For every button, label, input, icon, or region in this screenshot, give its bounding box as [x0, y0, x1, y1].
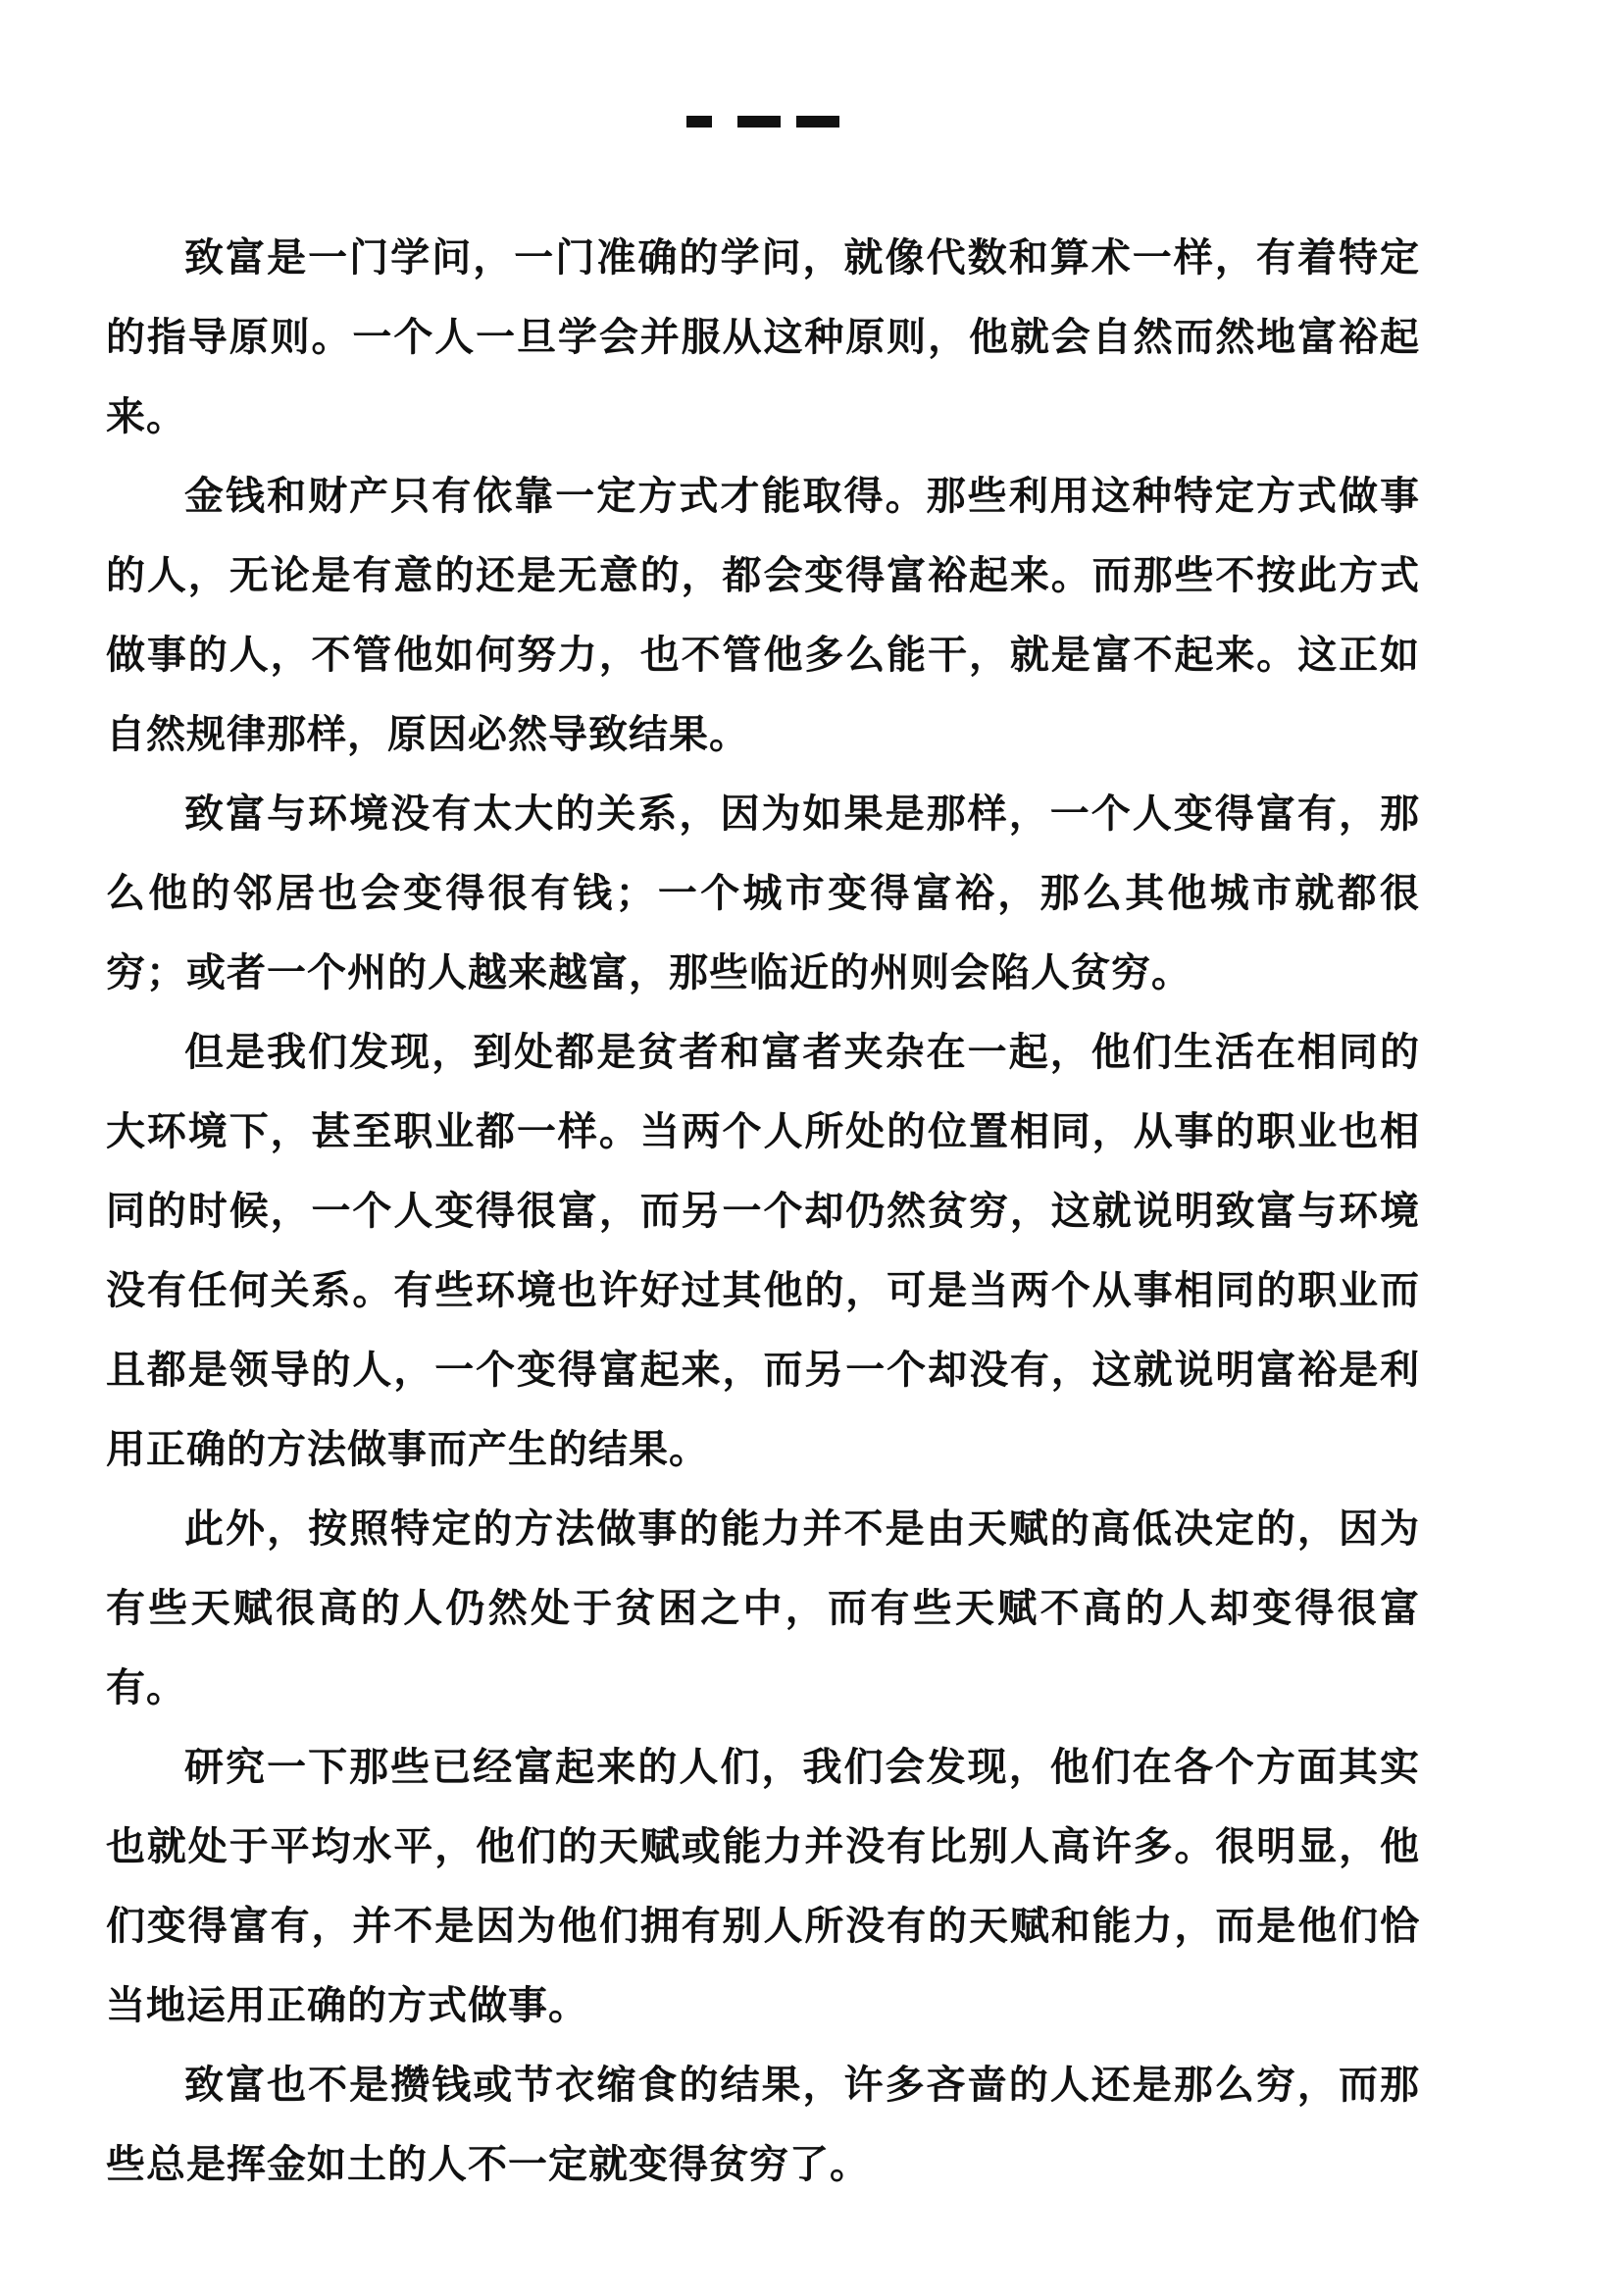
paragraph-3: 致富与环境没有太大的关系，因为如果是那样，一个人变得富有，那么他的邻居也会变得很有钱；一个城市变得富裕，那么其他城市就都很穷；或者一个州的人越来越富，那些临近的州则会陷人贫穷。 — [106, 791, 1420, 995]
body-text — [106, 218, 1420, 2204]
cropped-heading-fragment — [686, 84, 843, 128]
paragraph-2: 金钱和财产只有依靠一定方式才能取得。那些利用这种特定方式做事的人，无论是有意的还是无意的，都会变得富裕起来。而那些不按此方式做事的人，不管他如何努力，也不管他多么能干，就是富不起来。这正如自然规律那样，原因必然导致结果。 — [106, 473, 1420, 757]
paragraph-6: 研究一下那些已经富起来的人们，我们会发现，他们在各个方面其实也就处于平均水平，他们的天赋或能力并没有比别人高许多。很明显，他们变得富有，并不是因为他们拥有别人所没有的天赋和能力，而是他们恰当地运用正确的方式做事。 — [106, 1744, 1420, 2028]
paragraph-5: 此外，按照特定的方法做事的能力并不是由天赋的高低决定的，因为有些天赋很高的人仍然处于贫困之中，而有些天赋不高的人却变得很富有。 — [106, 1505, 1420, 1710]
paragraph-4: 但是我们发现，到处都是贫者和富者夹杂在一起，他们生活在相同的大环境下，甚至职业都一样。当两个人所处的位置相同，从事的职业也相同的时候，一个人变得很富，而另一个却仍然贫穷，这就说明致富与环境没有任何关系。有些环境也许好过其他的，可是当两个从事相同的职业而且都是领导的人，一个变得富起来，而另一个却没有，这就说明富裕是利用正确的方法做事而产生的结果。 — [106, 1029, 1420, 1472]
paragraph-7: 致富也不是攒钱或节衣缩食的结果，许多吝啬的人还是那么穷，而那些总是挥金如土的人不一定就变得贫穷了。 — [106, 2062, 1420, 2187]
paragraph-1: 致富是一门学问，一门准确的学问，就像代数和算术一样，有着特定的指导原则。一个人一旦学会并服从这种原则，他就会自然而然地富裕起来。 — [106, 234, 1420, 439]
